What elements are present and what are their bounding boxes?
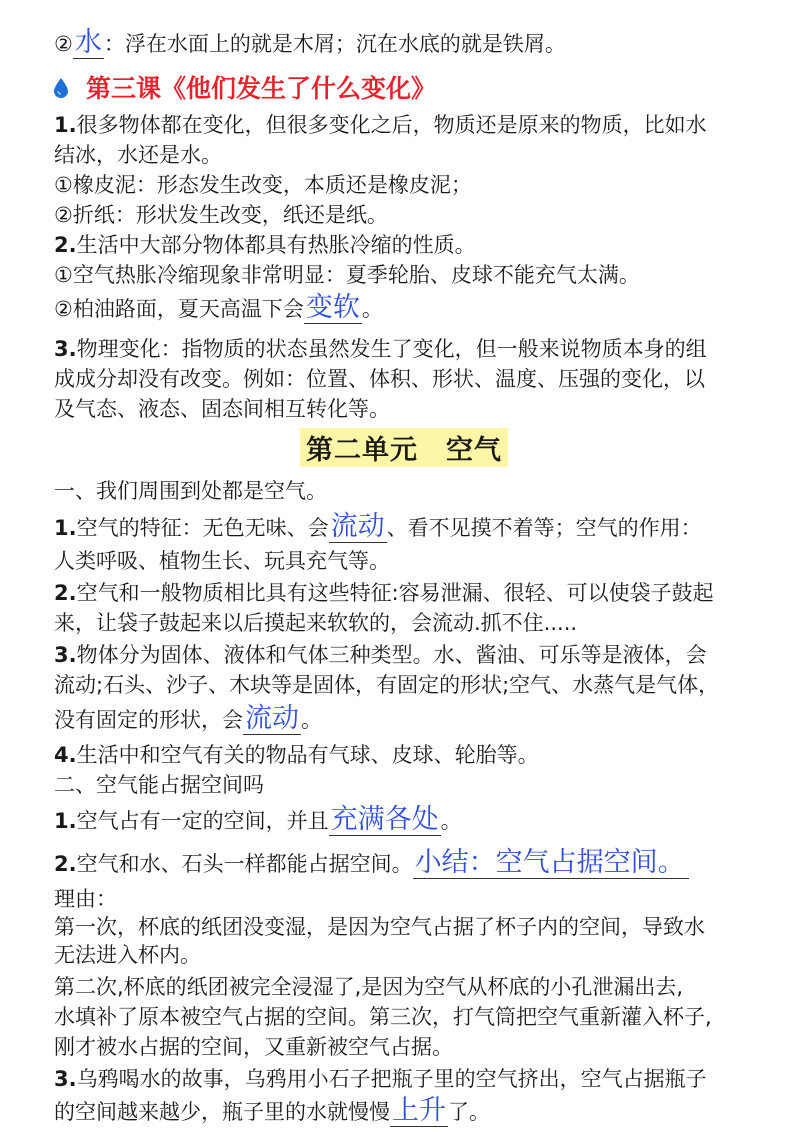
- air-item-4: 4.生活中和空气有关的物品有气球、皮球、轮胎等。: [54, 743, 539, 767]
- lesson-3-heading: 第三课《他们发生了什么变化》: [52, 74, 780, 105]
- sub-item-paper: ②折纸：形状发生改变，纸还是纸。: [54, 203, 388, 227]
- paragraph-3-cont: 及气态、液态、固态间相互转化等。: [54, 397, 390, 421]
- handwritten-answer: 流动: [245, 703, 299, 734]
- space-item-1: 1.空气占有一定的空间，并且充满各处。: [54, 804, 462, 835]
- handwritten-answer: 充满各处: [330, 804, 439, 835]
- space-item-3-cont: 的空间越来越少，瓶子里的水就慢慢上升了。: [54, 1095, 490, 1126]
- water-drop-icon: [52, 77, 70, 99]
- paragraph-3: 3.物理变化：指物质的状态虽然发生了变化，但一般来说物质本身的组: [54, 337, 707, 361]
- reason-label: 理由：: [54, 887, 117, 911]
- air-item-1-cont: 人类呼吸、植物生长、玩具充气等。: [54, 549, 390, 573]
- space-item-3: 3.乌鸦喝水的故事，乌鸦用小石子把瓶子里的空气挤出，空气占据瓶子: [54, 1067, 707, 1091]
- handwritten-answer: 变软: [305, 292, 360, 323]
- section-1-heading: 一、我们周围到处都是空气。: [54, 479, 327, 503]
- handwritten-answer: 水: [74, 27, 102, 58]
- paragraph-3-cont: 成成分却没有改变。例如：位置、体积、形状、温度、压强的变化，以: [54, 367, 705, 391]
- reason-second-cont: 水填补了原本被空气占据的空间。第三次，打气筒把空气重新灌入杯子,: [54, 1005, 712, 1029]
- handwritten-summary: 小结：空气占据空间。: [413, 847, 689, 879]
- handwritten-answer: 流动: [330, 511, 385, 542]
- section-2-heading: 二、空气能占据空间吗: [54, 773, 264, 797]
- air-item-2: 2.空气和一般物质相比具有这些特征:容易泄漏、很轻、可以使袋子鼓起: [54, 581, 714, 605]
- reason-second: 第二次,杯底的纸团被完全浸湿了,是因为空气从杯底的小孔泄漏出去,: [54, 975, 684, 999]
- paragraph-1: 1.很多物体都在变化，但很多变化之后，物质还是原来的物质，比如水: [54, 113, 707, 137]
- air-item-2-cont: 来，让袋子鼓起来以后摸起来软软的，会流动.抓不住.....: [54, 611, 578, 635]
- reason-first-cont: 无法进入杯内。: [54, 943, 201, 967]
- space-item-2: 2.空气和水、石头一样都能占据空间。小结：空气占据空间。: [54, 848, 780, 879]
- sub-item-plasticine: ①橡皮泥：形态发生改变，本质还是橡皮泥；: [54, 173, 472, 197]
- air-item-3: 3.物体分为固体、液体和气体三种类型。水、酱油、可乐等是液体，会: [54, 643, 707, 667]
- sub-item-air-expansion: ①空气热胀冷缩现象非常明显：夏季轮胎、皮球不能充气太满。: [54, 263, 640, 287]
- unit-2-title: 第二单元 空气: [300, 428, 508, 467]
- reason-second-cont: 刚才被水占据的空间，又重新被空气占据。: [54, 1035, 453, 1059]
- line-water-answer: ②水：浮在水面上的就是木屑；沉在水底的就是铁屑。: [54, 27, 566, 58]
- sub-item-asphalt: ②柏油路面，夏天高温下会变软。: [54, 292, 383, 323]
- reason-first: 第一次，杯底的纸团没变湿，是因为空气占据了杯子内的空间，导致水: [54, 915, 705, 939]
- air-item-3-cont: 流动;石头、沙子、木块等是固体，有固定的形状;空气、水蒸气是气体，: [54, 673, 720, 697]
- air-item-1: 1.空气的特征：无色无味、会流动、看不见摸不着等；空气的作用：: [54, 511, 702, 542]
- air-item-3-cont: 没有固定的形状，会流动。: [54, 703, 322, 734]
- paragraph-1-cont: 结冰，水还是水。: [54, 143, 222, 167]
- handwritten-answer: 上升: [392, 1095, 446, 1126]
- paragraph-2: 2.生活中大部分物体都具有热胀冷缩的性质。: [54, 233, 476, 257]
